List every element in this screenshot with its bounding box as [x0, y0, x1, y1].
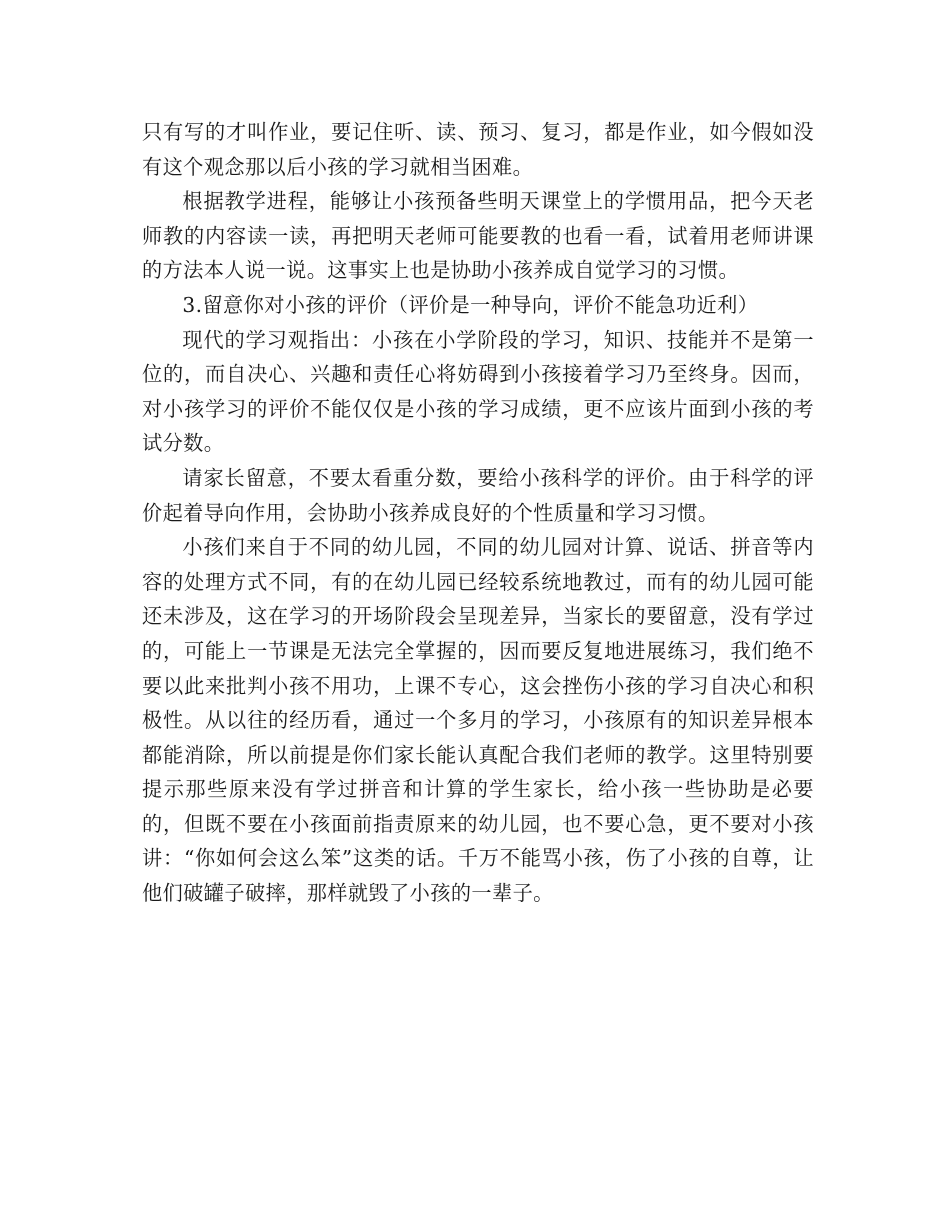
- paragraph-homework-continued: 只有写的才叫作业，要记住听、读、预习、复习，都是作业，如今假如没有这个观念那以后小孩的学习就相当困难。: [142, 120, 814, 179]
- paragraph-kindergarten-differences: 小孩们来自于不同的幼儿园，不同的幼儿园对计算、说话、拼音等内容的处理方式不同，有的在幼儿园已经较系统地教过，而有的幼儿园可能还未涉及，这在学习的开场阶段会呈现差异，当家长的要留意，没有学过的，可能上一节课是无法完全掌握的，因而要反复地进展练习，我们绝不要以此来批判小孩不用功，上课不专心，这会挫伤小孩的学习自决心和积极性。从以往的经历看，通过一个多月的学习，小孩原有的知识差异根本都能消除，所以前提是你们家长能认真配合我们老师的教学。这里特别要提示那些原来没有学过拼音和计算的学生家长，给小孩一些协助是必要的，但既不要在小孩面前指责原来的幼儿园，也不要心急，更不要对小孩讲：“你如何会这么笨”这类的话。千万不能骂小孩，伤了小孩的自尊，让他们破罐子破摔，那样就毁了小孩的一辈子。: [142, 535, 814, 906]
- paragraph-learning-view: 现代的学习观指出：小孩在小学阶段的学习，知识、技能并不是第一位的，而自决心、兴趣和责任心将妨碍到小孩接着学习乃至终身。因而，对小孩学习的评价不能仅仅是小孩的学习成绩，更不应该片面到小孩的考试分数。: [142, 327, 814, 456]
- section-heading-evaluation: 3.留意你对小孩的评价（评价是一种导向，评价不能急功近利）: [182, 292, 759, 317]
- paragraph-preparation: 根据教学进程，能够让小孩预备些明天课堂上的学惯用品，把今天老师教的内容读一读，再把明天老师可能要教的也看一看，试着用老师讲课的方法本人说一说。这事实上也是协助小孩养成自觉学习的习惯。: [142, 189, 814, 283]
- paragraph-parent-attention: 请家长留意，不要太看重分数，要给小孩科学的评价。由于科学的评价起着导向作用，会协助小孩养成良好的个性质量和学习习惯。: [142, 465, 814, 525]
- document-body: [142, 115, 814, 911]
